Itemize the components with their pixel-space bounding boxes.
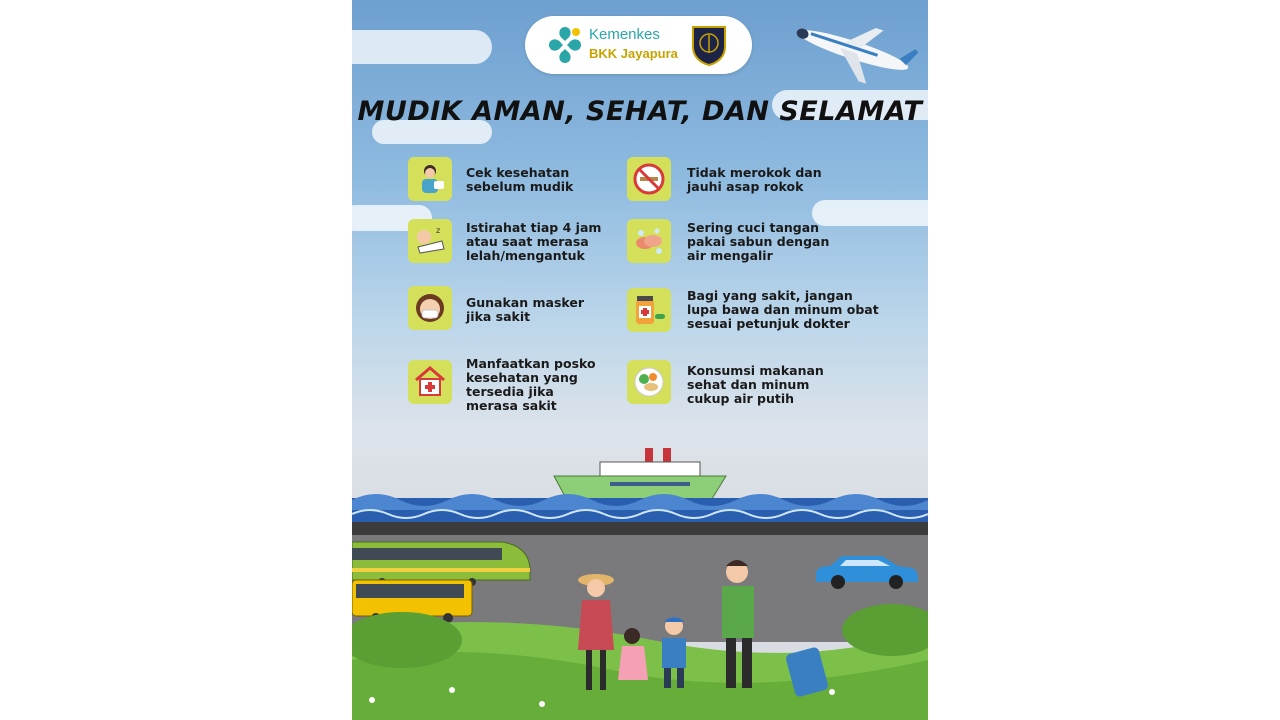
svg-text:z: z xyxy=(436,226,441,235)
org-unit: BKK Jayapura xyxy=(589,46,678,61)
health-post-icon xyxy=(408,360,452,404)
sleeping-person-icon xyxy=(408,219,452,263)
road-edge xyxy=(352,522,928,535)
tip-text: Istirahat tiap 4 jam atau saat merasa lelah/mengantuk xyxy=(466,220,602,263)
org-name: Kemenkes xyxy=(589,26,660,43)
tip-text: Konsumsi makanan sehat dan minum cukup air putih xyxy=(687,363,824,406)
tip-text: Cek kesehatan sebelum mudik xyxy=(466,165,574,194)
no-smoking-icon xyxy=(627,157,671,201)
tip-text: Gunakan masker jika sakit xyxy=(466,295,585,324)
travelling-family-illustration xyxy=(552,550,852,710)
poster xyxy=(352,0,928,720)
mask-person-icon xyxy=(408,286,452,330)
cloud xyxy=(812,200,928,226)
tip-text: Tidak merokok dan jauhi asap rokok xyxy=(687,165,822,194)
medicine-icon xyxy=(627,288,671,332)
airplane-icon xyxy=(788,10,918,90)
logo-banner xyxy=(525,16,752,74)
bkk-emblem-icon xyxy=(689,23,729,67)
tip-text: Bagi yang sakit, jangan lupa bawa dan minum obat sesuai petunjuk dokter xyxy=(687,288,879,331)
health-check-icon xyxy=(408,157,452,201)
cloud xyxy=(352,30,492,64)
hand-wash-icon xyxy=(627,219,671,263)
kemenkes-logo-icon xyxy=(545,23,585,67)
healthy-food-icon xyxy=(627,360,671,404)
page-title: MUDIK AMAN, SEHAT, DAN SELAMAT xyxy=(357,96,923,127)
tip-text: Sering cuci tangan pakai sabun dengan air mengalir xyxy=(687,220,830,263)
tip-text: Manfaatkan posko kesehatan yang tersedia jika merasa sakit xyxy=(466,356,596,413)
